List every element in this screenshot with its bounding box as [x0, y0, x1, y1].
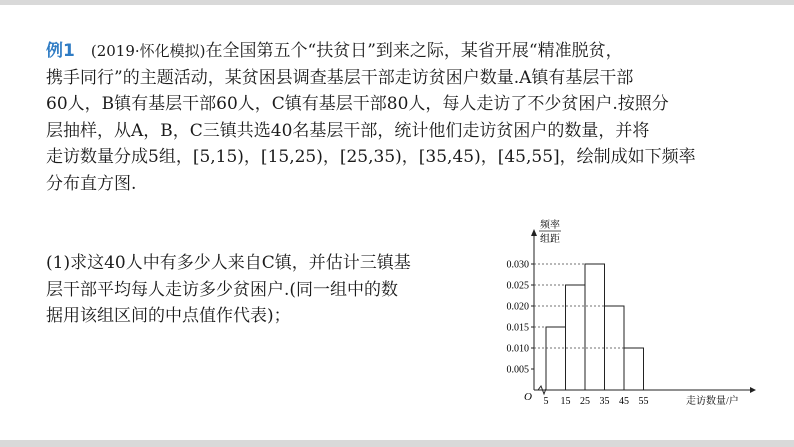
bottom-decor-bar [0, 440, 794, 447]
problem-line-5: 走访数量分成5组，[5,15)，[15,25)，[25,35)，[35,45)，[45,55]，绘制成如下频率 [46, 147, 696, 167]
y-tick-label: 0.020 [506, 301, 529, 313]
y-tick-label: 0.025 [506, 280, 529, 292]
y-tick-label: 0.030 [506, 259, 529, 271]
y-tick-label: 0.005 [506, 364, 529, 376]
question-1 [46, 250, 486, 330]
question-line-1: (1)求这40人中有多少人来自C镇，并估计三镇基 [46, 253, 411, 273]
problem-line-3: 60人，B镇有基层干部60人，C镇有基层干部80人，每人走访了不少贫困户.按照分 [46, 94, 669, 114]
problem-line-4: 层抽样，从A，B，C三镇共选40名基层干部，统计他们走访贫困户的数量，并将 [46, 120, 650, 141]
histogram-bar [566, 285, 586, 390]
problem-text [46, 38, 766, 197]
x-tick-label: 25 [580, 396, 590, 407]
x-tick-label: 45 [619, 396, 629, 407]
x-tick-label: 5 [543, 396, 549, 407]
problem-line-2: 携手同行”的主题活动，某贫困县调查基层干部走访贫困户数量.A镇有基层干部 [46, 67, 634, 88]
origin-label: O [524, 391, 532, 403]
y-tick-label: 0.010 [506, 343, 529, 355]
y-axis-label-bottom: 组距 [540, 234, 560, 245]
problem-line-6: 分布直方图. [46, 173, 137, 194]
histogram-bar [624, 348, 644, 390]
y-axis-arrow [531, 229, 537, 236]
top-decor-bar [0, 0, 794, 5]
question-line-3: 据用该组区间的中点值作代表)； [46, 306, 291, 326]
y-axis-label-top: 频率 [540, 220, 560, 231]
problem-line-1-text: 在全国第五个“扶贫日”到来之际，某省开展“精准脱贫， [205, 41, 623, 61]
x-axis-arrow [750, 387, 756, 393]
x-tick-label: 15 [560, 396, 571, 407]
y-tick-label: 0.015 [506, 322, 529, 334]
x-tick-label: 55 [638, 396, 649, 407]
x-axis-label: 走访数量/户 [686, 396, 739, 407]
example-label: 例1 [46, 41, 75, 61]
histogram-bar [546, 327, 566, 390]
frequency-histogram [488, 214, 778, 414]
question-line-2: 层干部平均每人走访多少贫困户.(同一组中的数 [46, 279, 399, 300]
problem-source: (2019·怀化模拟) [90, 42, 206, 60]
histogram-bar [585, 264, 605, 390]
problem-line-1 [46, 38, 766, 65]
x-tick-label: 35 [599, 396, 610, 407]
